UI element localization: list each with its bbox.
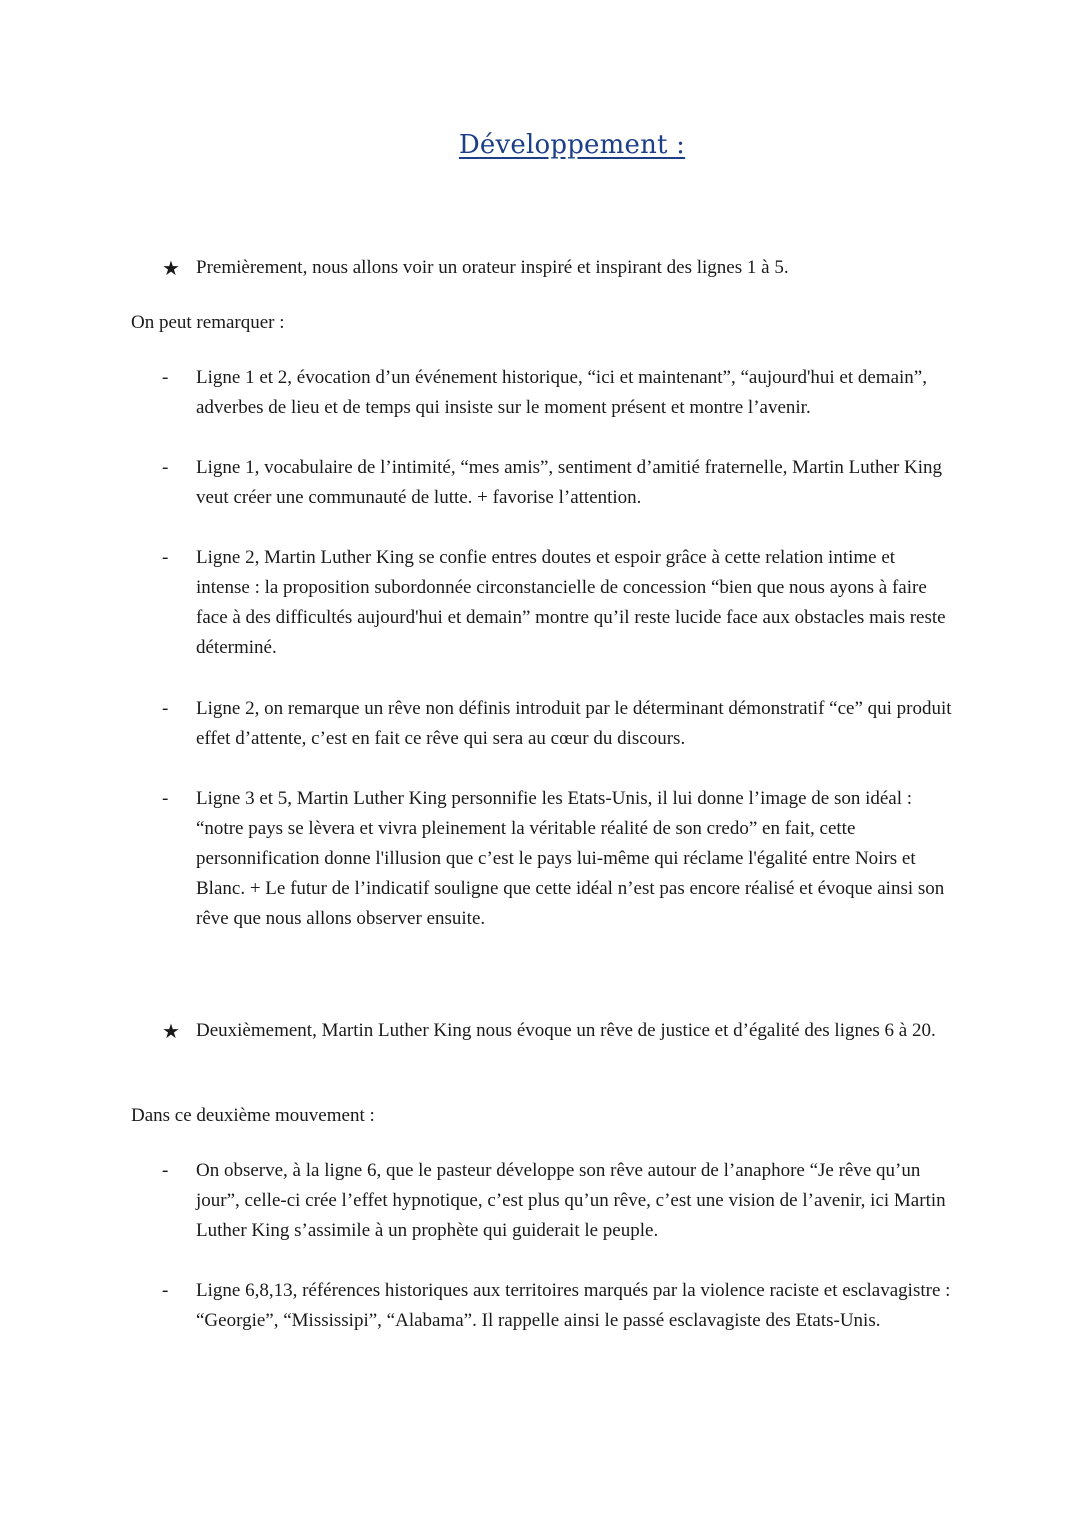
dash-bullet: - [162, 1280, 169, 1301]
list-item [162, 363, 952, 423]
list-item-text: Ligne 1 et 2, évocation d’un événement historique, “ici et maintenant”, “aujourd'hui et demain”, adverbes de lieu et de temps qui insiste sur le moment présent et montre l’avenir. [196, 367, 927, 418]
list-item-text: Ligne 2, on remarque un rêve non définis introduit par le déterminant démonstratif “ce” qui produit effet d’attente, c’est en fait ce rêve qui sera au cœur du discours. [196, 698, 952, 749]
dash-bullet: - [162, 788, 169, 809]
list-item-text: On observe, à la ligne 6, que le pasteur développe son rêve autour de l’anaphore “Je rêve qu’un jour”, celle-ci crée l’effet hypnotique, c’est plus qu’un rêve, c’est une vision de l’avenir, ici Martin Luther King s’assimile à un prophète qui guiderait le peuple. [196, 1160, 946, 1241]
dash-bullet: - [162, 457, 169, 478]
section-2-heading [162, 1016, 952, 1046]
section-2-heading-text: Deuxièmement, Martin Luther King nous évoque un rêve de justice et d’égalité des lignes 6 à 20. [196, 1020, 936, 1041]
list-item-text: Ligne 1, vocabulaire de l’intimité, “mes amis”, sentiment d’amitié fraternelle, Martin Luther King veut créer une communauté de lutte. + favorise l’attention. [196, 457, 943, 508]
list-item [162, 694, 952, 754]
list-item-text: Ligne 2, Martin Luther King se confie entres doutes et espoir grâce à cette relation intime et intense : la proposition subordonnée circonstancielle de concession “bien que nous ayons à faire face à des difficultés aujourd'hui et demain” montre qu’il reste lucide face aux obstacles mais reste déterminé. [196, 547, 946, 658]
section-1-intro: On peut remarquer : [131, 312, 285, 333]
list-item-text: Ligne 6,8,13, références historiques aux territoires marqués par la violence raciste et esclavagistre : “Georgie”, “Mississipi”, “Alabama”. Il rappelle ainsi le passé esclavagiste des Etats-Unis. [196, 1280, 951, 1331]
list-item [162, 543, 952, 663]
section-2-intro: Dans ce deuxième mouvement : [131, 1105, 375, 1126]
dash-bullet: - [162, 367, 169, 388]
list-item-text: Ligne 3 et 5, Martin Luther King personnifie les Etats-Unis, il lui donne l’image de son idéal : “notre pays se lèvera et vivra pleinement la véritable réalité de son credo” en fait, cette personnification donne l'illusion que c’est le pays lui-même qui réclame l'égalité entre Noirs et Blanc. + Le futur de l’indicatif souligne que cette idéal n’est pas encore réalisé et évoque ainsi son rêve que nous allons observer ensuite. [196, 788, 945, 929]
dash-bullet: - [162, 698, 169, 719]
star-icon: ★ [162, 1019, 180, 1043]
dash-bullet: - [162, 547, 169, 568]
section-1-heading-text: Premièrement, nous allons voir un orateur inspiré et inspirant des lignes 1 à 5. [196, 257, 789, 278]
page-title: Développement : [458, 130, 686, 160]
list-item [162, 1276, 952, 1336]
star-icon: ★ [162, 256, 180, 280]
list-item [162, 1156, 952, 1246]
list-item [162, 453, 952, 513]
dash-bullet: - [162, 1160, 169, 1181]
list-item [162, 784, 952, 934]
section-1-heading [162, 253, 952, 283]
